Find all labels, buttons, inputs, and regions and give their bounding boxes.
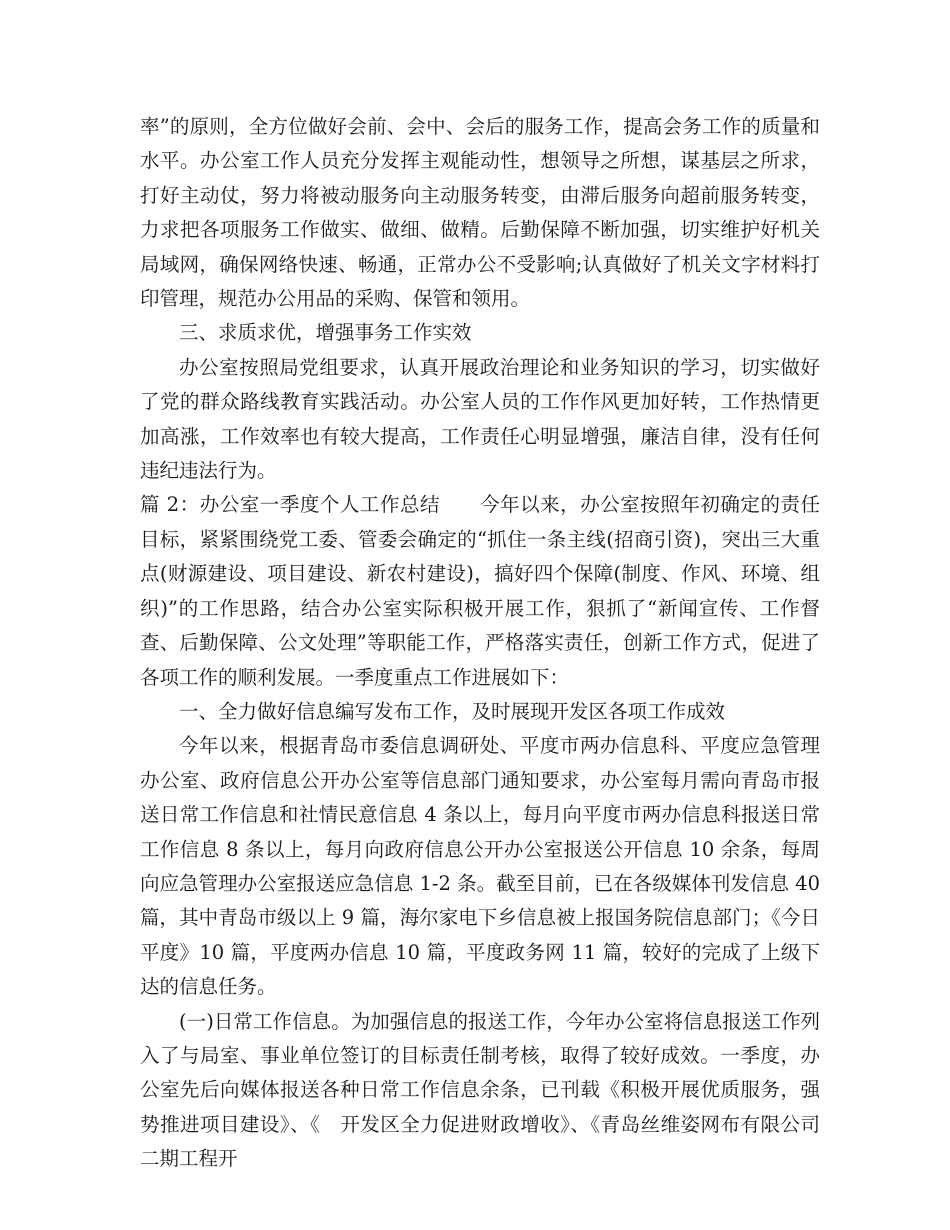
paragraph-4: 篇 2：办公室一季度个人工作总结 今年以来，办公室按照年初确定的责任目标，紧紧围绕党工委、管委会确定的“抓住一条主线(招商引资)，突出三大重点(财源建设、项目建设、新农村建设)，搞好四个保障(制度、作风、环境、组织)”的工作思路，结合办公室实际积极开展工作，狠抓了“新闻宣传、工作督查、后勤保障、公文处理”等职能工作，严格落实责任，创新工作方式，促进了各项工作的顺利发展。一季度重点工作进展如下：: [140, 493, 820, 689]
section-heading-3: 三、求质求优，增强事务工作实效: [179, 321, 472, 345]
document-body: [140, 110, 820, 1177]
paragraph-1: 率”的原则，全方位做好会前、会中、会后的服务工作，提高会务工作的质量和水平。办公室工作人员充分发挥主观能动性，想领导之所想，谋基层之所求，打好主动仗，努力将被动服务向主动服务转变，由滞后服务向超前服务转变，力求把各项服务工作做实、做细、做精。后勤保障不断加强，切实维护好机关局域网，确保网络快速、畅通，正常办公不受影响;认真做好了机关文字材料打印管理，规范办公用品的采购、保管和领用。: [140, 115, 820, 311]
paragraph-7: (一)日常工作信息。为加强信息的报送工作，今年办公室将信息报送工作列入了与局室、事业单位签订的目标责任制考核，取得了较好成效。一季度，办公室先后向媒体报送各种日常工作信息余条，已刊载《积极开展优质服务，强势推进项目建设》、《 开发区全力促进财政增收》、《青岛丝维姿网布有限公司二期工程开: [140, 1009, 820, 1171]
section-heading-1: 一、全力做好信息编写发布工作，及时展现开发区各项工作成效: [179, 699, 726, 723]
paragraph-3: 办公室按照局党组要求，认真开展政治理论和业务知识的学习，切实做好了党的群众路线教育实践活动。办公室人员的工作作风更加好转，工作热情更加高涨，工作效率也有较大提高，工作责任心明显增强，廉洁自律，没有任何违纪违法行为。: [140, 355, 820, 483]
paragraph-6: 今年以来，根据青岛市委信息调研处、平度市两办信息科、平度应急管理办公室、政府信息公开办公室等信息部门通知要求，办公室每月需向青岛市报送日常工作信息和社情民意信息 4 条以上，每月向平度市两办信息科报送日常工作信息 8 条以上，每月向政府信息公开办公室报送公开信息 10 余条，每周向应急管理办公室报送应急信息 1-2 条。截至目前，已在各级媒体刊发信息 40 篇，其中青岛市级以上 9 篇，海尔家电下乡信息被上报国务院信息部门；《今日平度》10 篇，平度两办信息 10 篇，平度政务网 11 篇，较好的完成了上级下达的信息任务。: [140, 734, 820, 999]
